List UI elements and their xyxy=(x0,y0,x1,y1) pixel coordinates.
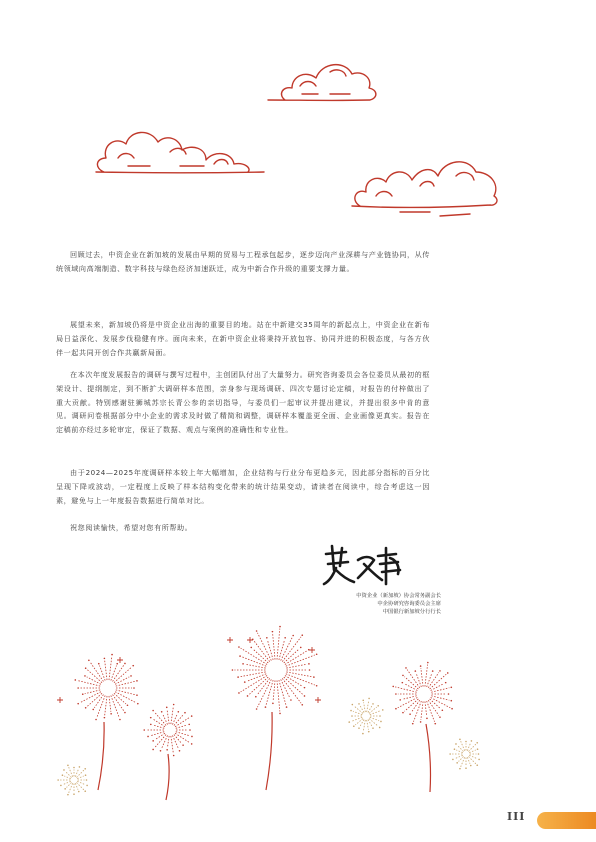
firework-icon xyxy=(348,698,383,735)
sparkle-icon xyxy=(227,637,233,643)
firework-icon xyxy=(74,654,138,790)
signatory-title-2: 中企协研究咨询委员会主席 xyxy=(377,601,441,607)
signatory-title-1: 中资企业（新加坡）协会常务副会长 xyxy=(356,593,441,599)
firework-icon xyxy=(143,704,192,800)
body-paragraph-1: 回顾过去，中资企业在新加坡的发展由早期的贸易与工程承包起步，逐步迈向产业深耕与产业链协同，从传统领域向高端制造、数字科技与绿色经济加速跃迁，成为中新合作升级的重要支撑力量。 xyxy=(56,250,430,273)
firework-icon xyxy=(57,765,88,796)
firework-icon xyxy=(232,626,318,790)
sparkle-icon xyxy=(117,657,123,663)
sparkle-icon xyxy=(315,697,321,703)
page-number: III xyxy=(507,810,526,823)
fireworks-group xyxy=(57,626,480,800)
page-tab xyxy=(537,812,596,829)
body-paragraph-3: 在本次年度发展报告的调研与撰写过程中，主创团队付出了大量努力。研究咨询委员会各位委员从最初的框架设计、提纲制定，到不断扩大调研样本范围，亲身参与现场调研、四次专题讨论定稿，对报告的付梓做出了重大贡献。特别感谢驻狮城苏宗长青公参的亲切指导，与委员们一起审议并提出建议，并提出很多中肯的意见。调研问卷根据部分中小企业的需求及时做了精简和调整，调研样本覆盖更全面、企业画像更真实。报告在定稿前亦经过多轮审定，保证了数据、观点与案例的准确性和专业性。 xyxy=(56,370,430,435)
sparkle-icon xyxy=(247,637,253,643)
body-paragraph-4: 由于2024—2025年度调研样本较上年大幅增加，企业结构与行业分布更趋多元，因此部分指标的百分比呈现下降或波动，一定程度上反映了样本结构变化带来的统计结果变动，请读者在阅读中，综合考虑这一因素，避免与上一年度报告数据进行简单对比。 xyxy=(56,468,430,505)
body-paragraph-2: 展望未来，新加坡仍将是中资企业出海的重要目的地。站在中新建交35周年的新起点上，中资企业在新布局日益深化、发展步伐稳健有序。面向未来，在新中资企业将秉持开放包容、协同并进的积极态度，与各方伙伴一起共同开创合作共赢新局面。 xyxy=(56,320,430,357)
sparkle-icon xyxy=(309,647,315,653)
firework-icon xyxy=(392,662,452,792)
closing-line: 祝您阅读愉快，希望对您有所帮助。 xyxy=(70,523,193,532)
sparkle-icon xyxy=(57,697,63,703)
firework-icon xyxy=(449,739,480,770)
signatory-title-3: 中国银行新加坡分行行长 xyxy=(382,609,441,615)
